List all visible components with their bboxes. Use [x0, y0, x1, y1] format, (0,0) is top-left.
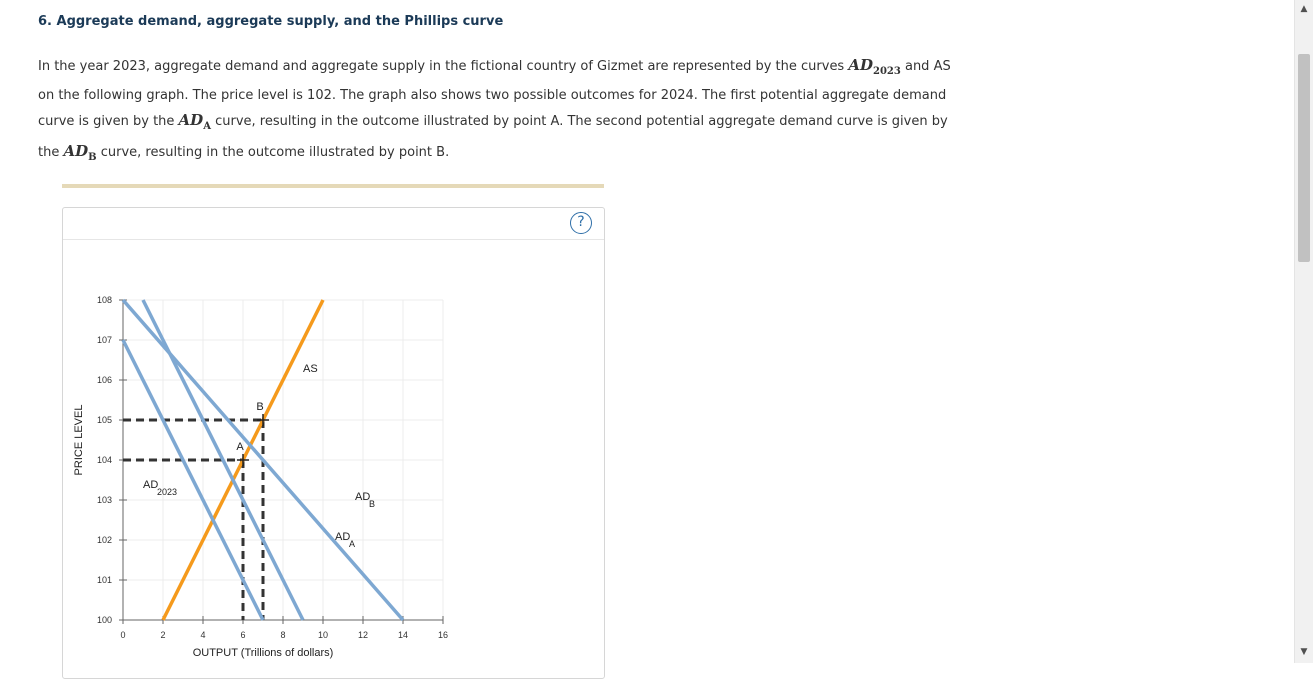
y-tick-label-108: 108	[96, 295, 112, 305]
y-tick-label-102: 102	[96, 535, 112, 545]
point-label-A: A	[236, 441, 244, 453]
y-tick-label-104: 104	[96, 455, 112, 465]
x-tick-label-0: 0	[120, 630, 126, 640]
x-tick-label-6: 6	[240, 630, 246, 640]
para-text-2: and AS on the following graph. The price level is 102. The graph also shows two possible outcomes for 2024. The first potential aggregate demand curve is given by the	[38, 59, 951, 129]
question-title: 6. Aggregate demand, aggregate supply, and the Phillips curve	[38, 14, 504, 29]
x-tick-label-8: 8	[280, 630, 286, 640]
x-axis-label: OUTPUT (Trillions of dollars)	[192, 647, 334, 659]
curve-label-sub-ADA: A	[349, 539, 356, 549]
x-tick-label-14: 14	[397, 630, 409, 640]
help-button[interactable]: ?	[570, 212, 592, 234]
curve-label-ADA: AD	[335, 531, 351, 543]
y-tick-label-103: 103	[96, 495, 112, 505]
y-tick-label-107: 107	[96, 335, 112, 345]
ad-as-chart[interactable]	[63, 208, 604, 678]
y-axis-label: PRICE LEVEL	[73, 404, 85, 476]
curve-label-AD2023: AD	[143, 479, 159, 491]
graph-panel	[62, 207, 605, 679]
y-tick-label-101: 101	[96, 575, 112, 585]
section-divider	[62, 184, 604, 188]
page-scrollbar[interactable]	[1294, 0, 1313, 663]
adb-symbol: $AD_B$	[63, 142, 97, 163]
scroll-down-icon[interactable]: ▼	[1300, 647, 1308, 657]
para-text-3: curve, resulting in the outcome illustrated by point A. The second potential aggregate demand curve is given by the	[38, 114, 948, 160]
curve-label-ADB: AD	[355, 491, 371, 503]
para-text-4: curve, resulting in the outcome illustrated by point B.	[96, 145, 450, 160]
curve-label-AS: AS	[303, 363, 318, 375]
y-tick-label-105: 105	[96, 415, 112, 425]
ada-symbol: $AD_A$	[178, 111, 211, 132]
curve-label-sub-ADB: B	[369, 499, 376, 509]
ad2023-symbol: $AD_{2023}$	[848, 56, 901, 77]
para-text-1: In the year 2023, aggregate demand and aggregate supply in the fictional country of Gizmet are represented by the curves	[38, 59, 849, 74]
question-paragraph	[38, 53, 968, 170]
x-tick-label-12: 12	[357, 630, 369, 640]
x-tick-label-4: 4	[200, 630, 206, 640]
scroll-thumb[interactable]	[1298, 54, 1310, 262]
y-tick-label-100: 100	[96, 615, 112, 625]
x-tick-label-10: 10	[317, 630, 329, 640]
curve-label-sub-AD2023: 2023	[157, 487, 178, 497]
y-tick-label-106: 106	[96, 375, 112, 385]
point-label-B: B	[256, 401, 264, 413]
scroll-up-icon[interactable]: ▲	[1300, 4, 1308, 14]
x-tick-label-16: 16	[437, 630, 449, 640]
x-tick-label-2: 2	[160, 630, 166, 640]
